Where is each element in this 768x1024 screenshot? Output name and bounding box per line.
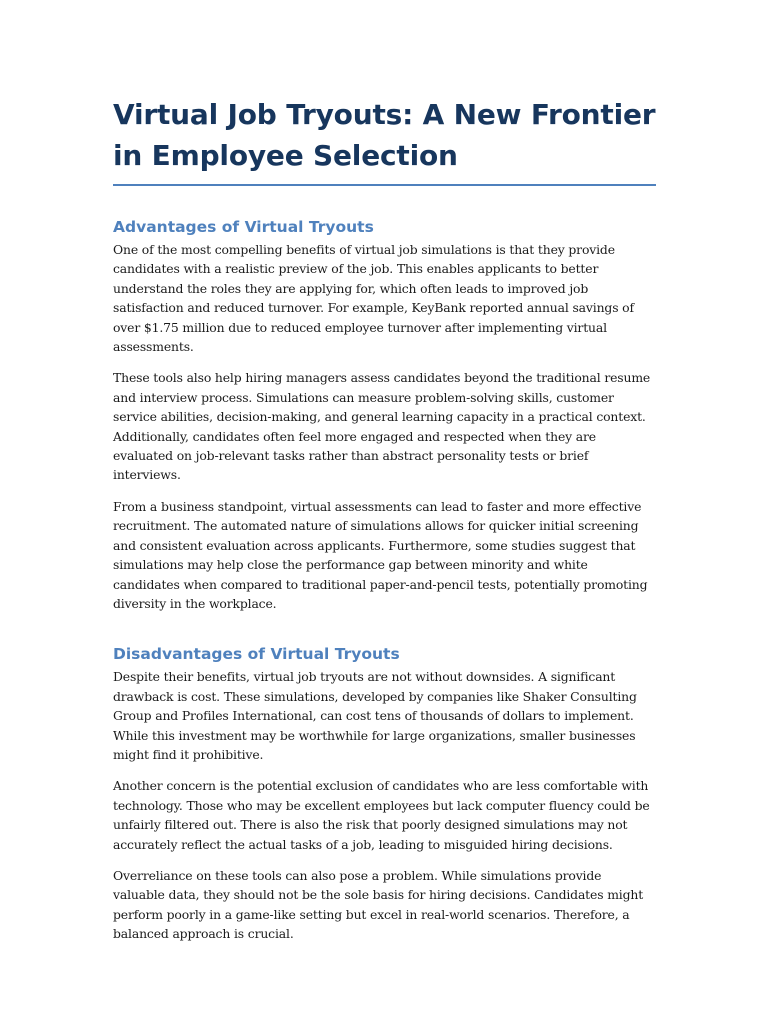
paragraph: These tools also help hiring managers assess candidates beyond the traditional resume and interview process. Simulations can measure problem-solving skills, customer service abilities, decision-making, and general learning capacity in a practical context. Additionally, candidates often feel more engaged and respected when they are evaluated on job-relevant tasks rather than abstract personality tests or brief interviews.	[113, 370, 651, 483]
paragraph: Despite their benefits, virtual job tryouts are not without downsides. A significant drawback is cost. These simulations, developed by companies like Shaker Consulting Group and Profiles International, can cost tens of thousands of dollars to implement. While this investment may be worthwhile for large organizations, smaller businesses might find it prohibitive.	[113, 669, 637, 762]
section-heading-disadvantages: Disadvantages of Virtual Tryouts	[113, 645, 400, 664]
paragraph: One of the most compelling benefits of virtual job simulations is that they provide candidates with a realistic preview of the job. This enables applicants to better understand the roles they are applying for, which often leads to improved job satisfaction and reduced turnover. For example, KeyBank reported annual savings of over $1.75 million due to reduced employee turnover after implementing virtual assessments.	[113, 242, 634, 355]
paragraph: Another concern is the potential exclusion of candidates who are less comfortable with technology. Those who may be excellent employees but lack computer fluency could be unfairly filtered out. There is also the risk that poorly designed simulations may not accurately reflect the actual tasks of a job, leading to misguided hiring decisions.	[113, 778, 650, 852]
paragraph: From a business standpoint, virtual assessments can lead to faster and more effective recruitment. The automated nature of simulations allows for quicker initial screening and consistent evaluation across applicants. Furthermore, some studies suggest that simulations may help close the performance gap between minority and white candidates when compared to traditional paper-and-pencil tests, potentially promoting diversity in the workplace.	[113, 498, 648, 611]
section-heading-advantages: Advantages of Virtual Tryouts	[113, 218, 374, 236]
document-title: Virtual Job Tryouts: A New Frontier in Employee Selection	[113, 94, 656, 186]
paragraph: Overreliance on these tools can also pose a problem. While simulations provide valuable data, they should not be the sole basis for hiring decisions. Candidates might perform poorly in a game-like setting but excel in real-world scenarios. Therefore, a balanced approach is crucial.	[113, 867, 644, 942]
document-page	[113, 94, 656, 956]
